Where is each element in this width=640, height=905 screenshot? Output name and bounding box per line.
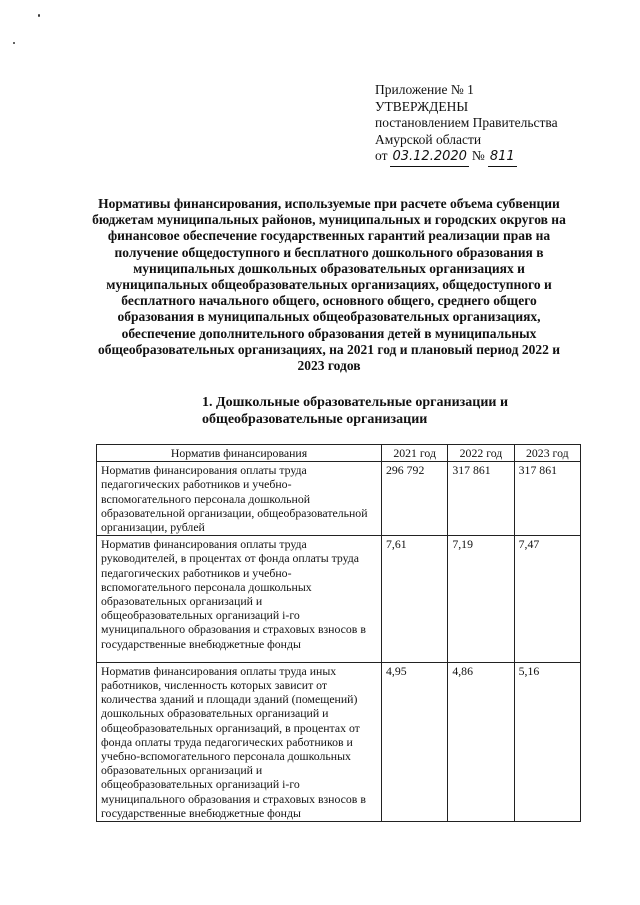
value-2023: 7,47 (514, 536, 580, 663)
approval-block (375, 82, 558, 167)
value-2021: 4,95 (382, 662, 448, 821)
header-2022: 2022 год (448, 445, 514, 462)
section-heading: 1. Дошкольные образовательные организации и общеобразовательные организации (202, 395, 509, 427)
value-2022: 4,86 (448, 662, 514, 821)
table-row (97, 662, 581, 821)
header-norm: Норматив финансирования (97, 445, 382, 462)
scan-speck (38, 14, 40, 17)
region-label: Амурской области (375, 131, 482, 147)
value-2021: 296 792 (382, 462, 448, 536)
header-2023: 2023 год (514, 445, 580, 462)
value-2023: 5,16 (514, 662, 580, 821)
financing-norms-table (96, 444, 581, 822)
number-prefix: № (471, 148, 485, 163)
scan-speck (13, 42, 15, 44)
handwritten-date: 03.12.2020 (390, 149, 468, 167)
row-label: Норматив финансирования оплаты труда руководителей, в процентах от фонда оплаты труда педагогических работников и учебно-вспомогательного персонала дошкольных образовательных организаций и общеобразовательных организаций i-го муниципального образования и страховых взносов в государственные внебюджетные фонды (97, 536, 382, 663)
table-row (97, 462, 581, 536)
approved-label: УТВЕРЖДЕНЫ (375, 98, 469, 114)
value-2021: 7,61 (382, 536, 448, 663)
table-row (97, 536, 581, 663)
row-label: Норматив финансирования оплаты труда педагогических работников и учебно-вспомогательного персонала дошкольной образовательной организации, общеобразовательной организации, рублей (97, 462, 382, 536)
header-2021: 2021 год (382, 445, 448, 462)
value-2023: 317 861 (514, 462, 580, 536)
decree-label: постановлением Правительства (375, 115, 558, 130)
handwritten-number: 811 (488, 149, 517, 167)
date-number-line (375, 148, 558, 167)
value-2022: 317 861 (448, 462, 514, 536)
table-header-row (97, 445, 581, 462)
appendix-label: Приложение № 1 (375, 82, 474, 97)
document-title: Нормативы финансирования, используемые при расчете объема субвенции бюджетам муниципальных районов, муниципальных и городских округов на финансовое обеспечение государственных гарантий реализации прав на получение общедоступного и бесплатного дошкольного образования в муниципальных дошкольных образовательных организациях и муниципальных общеобразовательных организациях, общедоступного и бесплатного начального общего, основного общего, среднего общего образования в муниципальных общеобразовательных организациях, обеспечение дополнительного образования детей в муниципальных общеобразовательных организациях, на 2021 год и плановый период 2022 и 2023 годов (92, 196, 566, 374)
value-2022: 7,19 (448, 536, 514, 663)
row-label: Норматив финансирования оплаты труда иных работников, численность которых зависит от количества зданий и площади зданий (помещений) дошкольных образовательных организаций и общеобразовательных организаций, в процентах от фонда оплаты труда педагогических работников и учебно-вспомогательного персонала дошкольных образовательных организаций и общеобразовательных организаций i-го муниципального образования и страховых взносов в государственные внебюджетные фонды (97, 662, 382, 821)
date-prefix: от (375, 148, 388, 163)
